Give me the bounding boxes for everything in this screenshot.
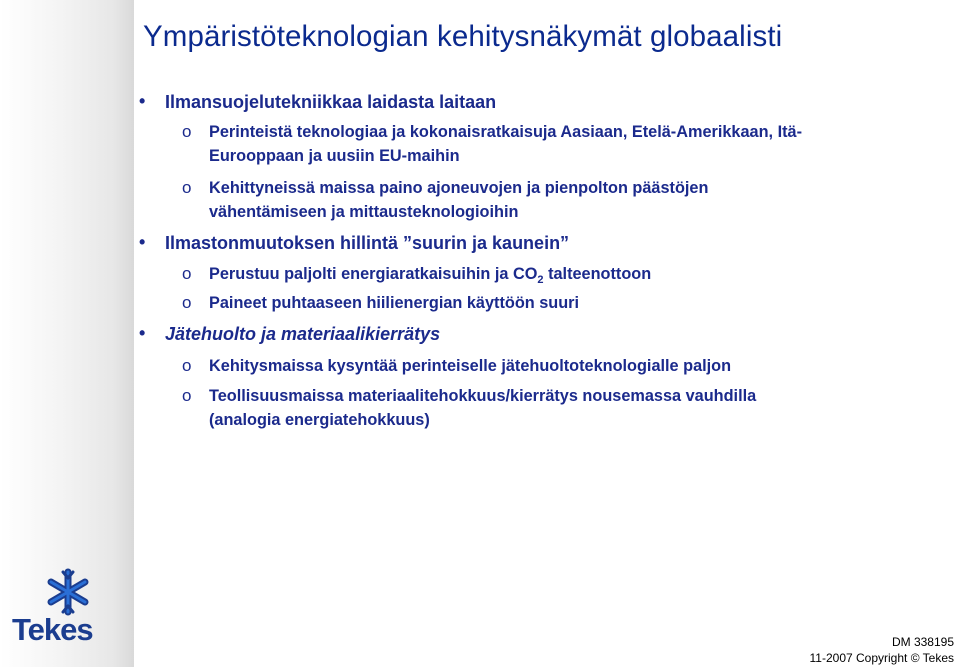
sub-bullet-line: o Kehitysmaissa kysyntää perinteiselle jätehuoltoteknologialle paljon: [209, 357, 732, 375]
sub-bullet-line: o Teollisuusmaissa materiaalitehokkuus/kierrätys nousemassa vauhdilla: [209, 387, 757, 405]
co2-subscript: 2: [537, 274, 544, 286]
document-id: DM 338195: [891, 635, 954, 649]
co2-text-before: Perustuu paljolti energiaratkaisuihin ja CO: [209, 265, 538, 283]
bullet-1: • Ilmansuojelutekniikkaa laidasta laitaan: [165, 92, 496, 113]
sub-bullet-line: (analogia energiatehokkuus): [209, 411, 430, 429]
sub-bullet-2-2: [209, 291, 579, 315]
sub-bullet-1-2: [209, 176, 708, 224]
sub-bullet-line: o Perinteistä teknologiaa ja kokonaisratkaisuja Aasiaan, Etelä-Amerikkaan, Itä-: [209, 123, 803, 141]
sub-bullet-line: [209, 262, 651, 292]
bullet-3: • Jätehuolto ja materiaalikierrätys: [165, 324, 440, 345]
sub-bullet-1-1: [209, 120, 802, 168]
slide-title: Ympäristöteknologian kehitysnäkymät globaalisti: [143, 20, 783, 53]
co2-text-after: talteenottoon: [543, 265, 652, 283]
left-gradient-panel: [0, 0, 134, 667]
sub-bullet-2-1: [209, 262, 651, 292]
sub-bullet-line: o Paineet puhtaaseen hiilienergian käyttöön suuri: [209, 294, 580, 312]
sub-bullet-3-2: [209, 384, 756, 432]
tekes-logo-text: Tekes: [12, 612, 93, 647]
sub-bullet-line: vähentämiseen ja mittausteknologioihin: [209, 203, 519, 221]
copyright-text: 11-2007 Copyright © Tekes: [809, 651, 954, 665]
sub-bullet-line: o Kehittyneissä maissa paino ajoneuvojen ja pienpolton päästöjen: [209, 179, 709, 197]
sub-bullet-line: Eurooppaan ja uusiin EU-maihin: [209, 147, 460, 165]
bullet-2: • Ilmastonmuutoksen hillintä ”suurin ja kaunein”: [165, 233, 569, 254]
sub-bullet-3-1: [209, 354, 731, 378]
